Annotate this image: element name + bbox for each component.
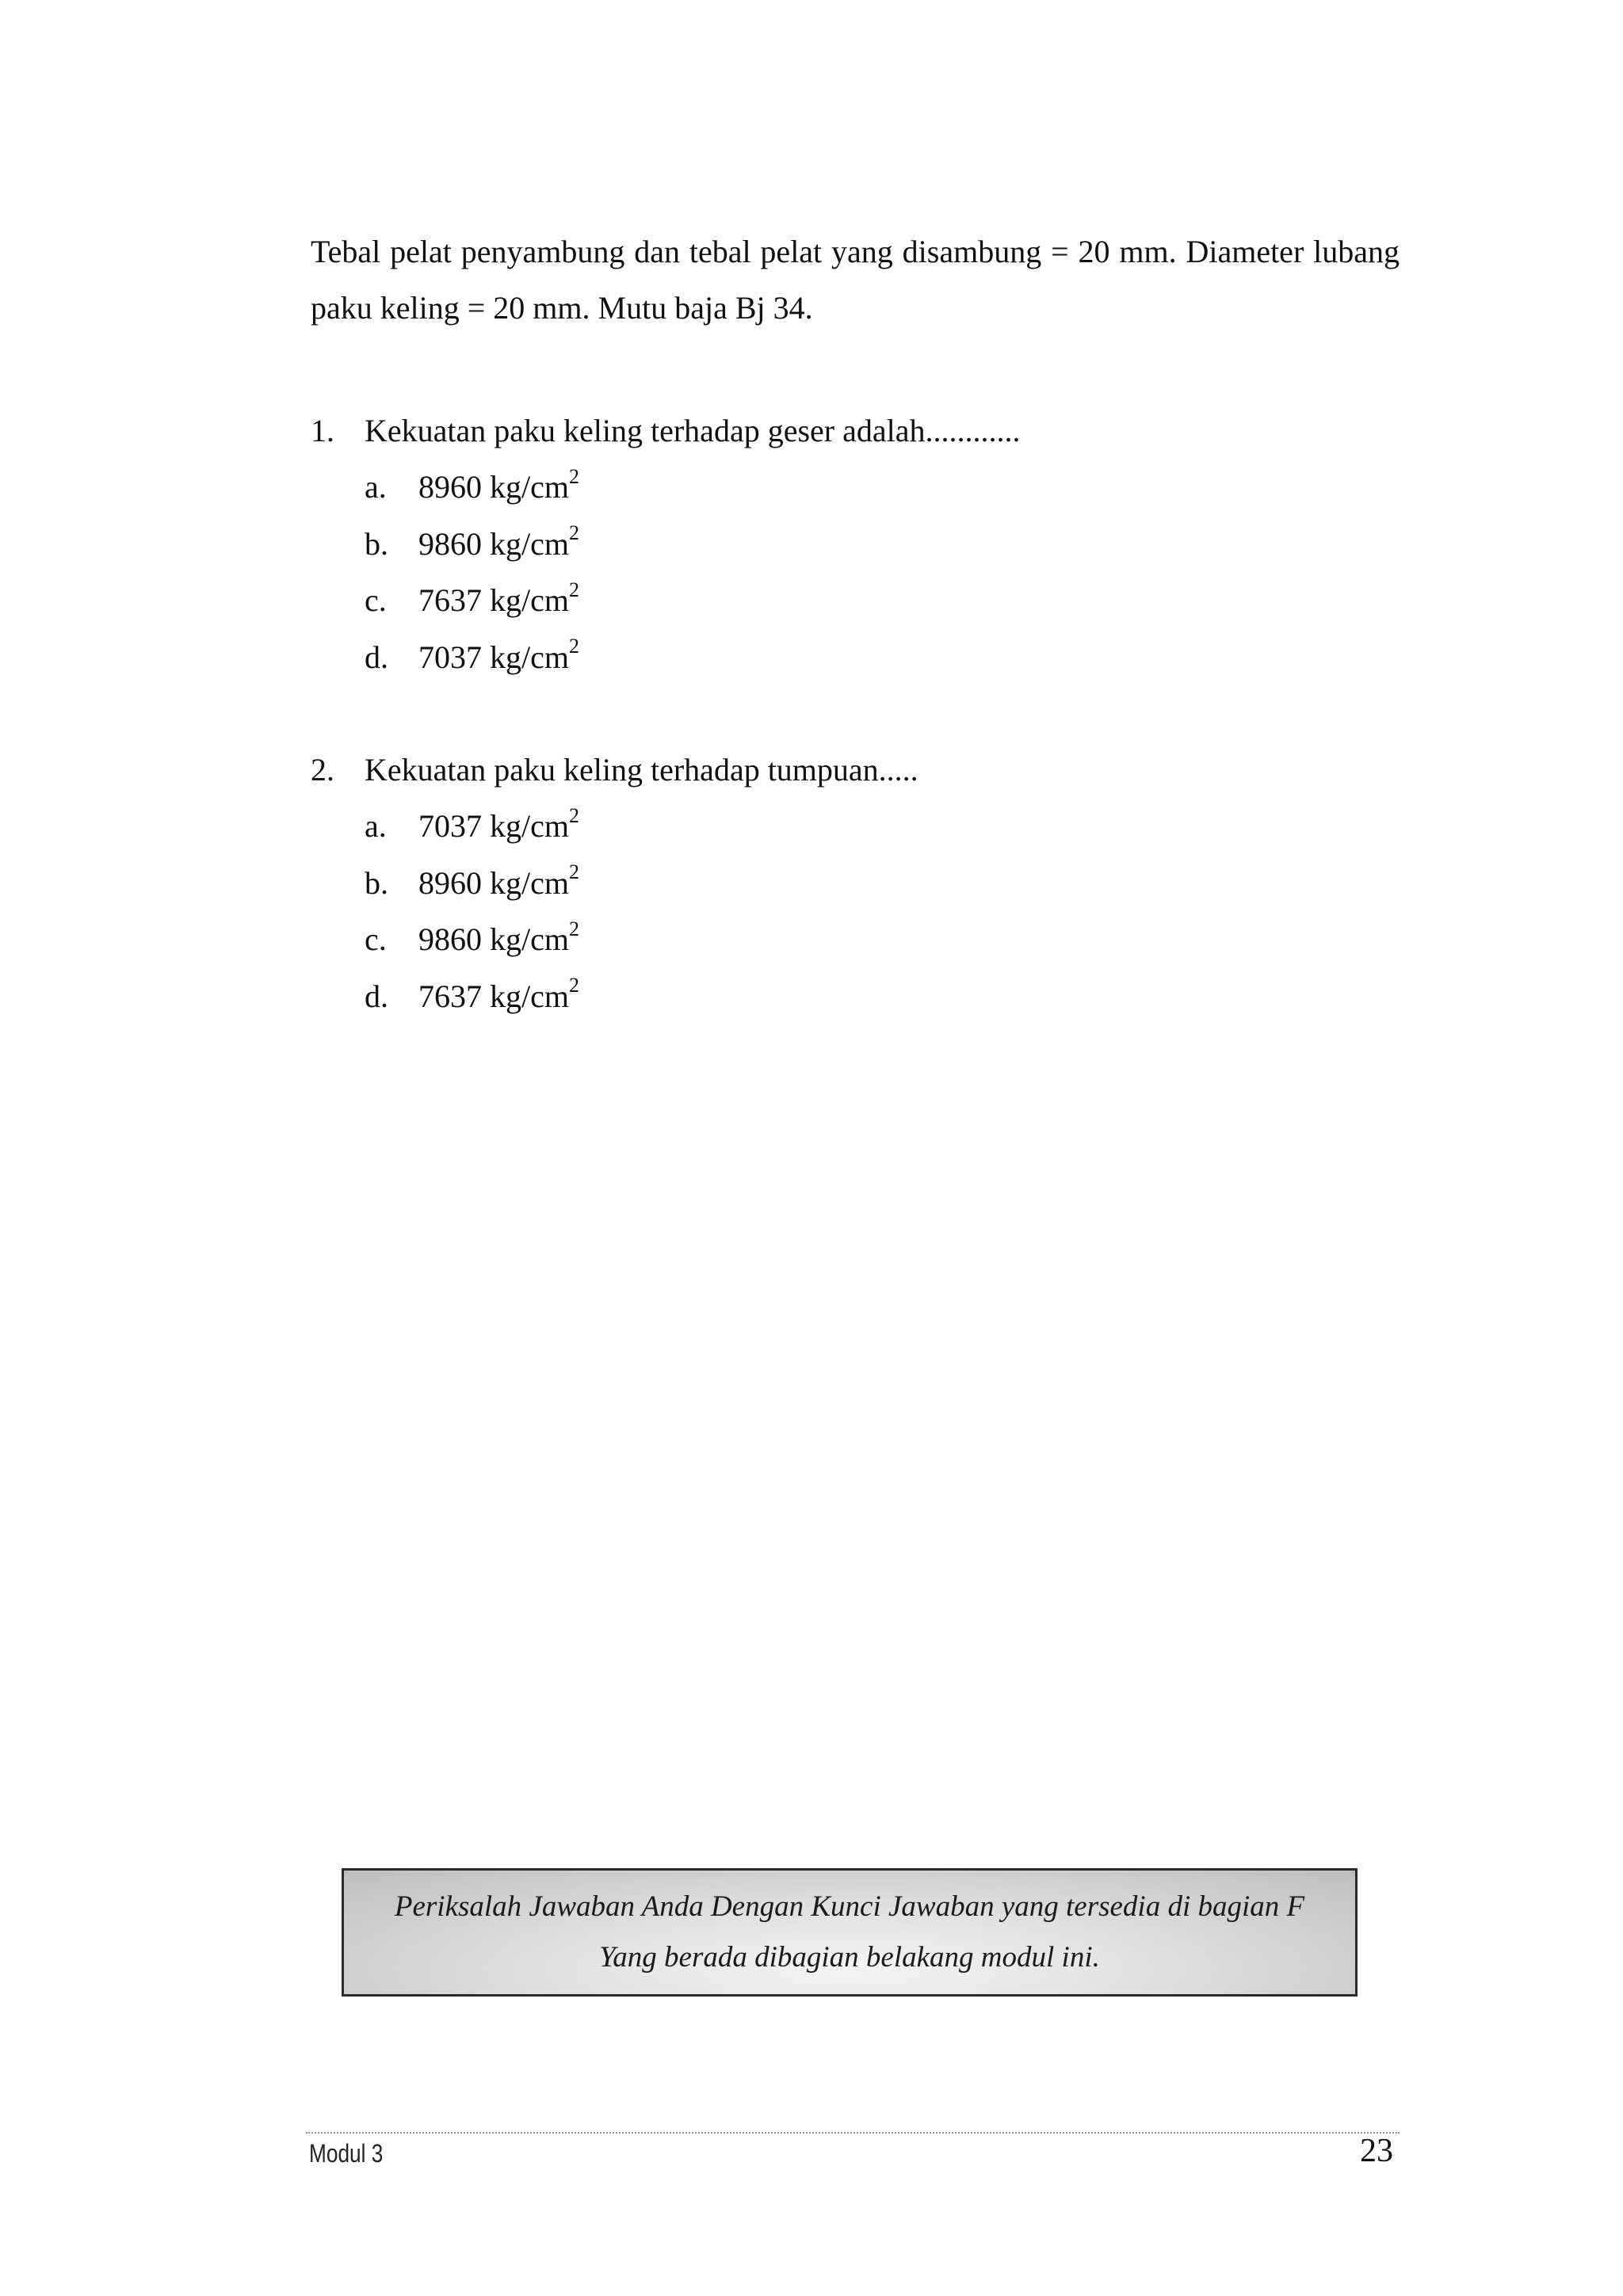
question-number: 1.	[311, 413, 334, 448]
option-value: 7637 $kg/cm^2$	[418, 578, 579, 618]
option-value: 7637 $kg/cm^2$	[418, 974, 579, 1014]
option-value: 7037 $kg/cm^2$	[418, 635, 579, 675]
option-letter: a.	[365, 469, 387, 505]
option-value: 9860 $kg/cm^2$	[418, 521, 579, 562]
option-letter: d.	[365, 639, 388, 675]
option-value: 8960 $kg/cm^2$	[418, 860, 579, 901]
answer-key-notice	[342, 1868, 1358, 1997]
option-letter: c.	[365, 582, 387, 618]
option-letter: b.	[365, 525, 388, 562]
option-letter: d.	[365, 978, 388, 1014]
page-number: 23	[1360, 2133, 1393, 2169]
question-1	[311, 402, 1400, 685]
option-2c	[311, 911, 1400, 968]
option-2a	[311, 798, 1400, 855]
option-value: 9860 $kg/cm^2$	[418, 917, 579, 957]
question-2	[311, 742, 1400, 1024]
footer-module-label: Modul 3	[309, 2139, 384, 2168]
question-2-stem	[311, 742, 1400, 798]
option-2d	[311, 968, 1400, 1025]
question-text: Kekuatan paku keling terhadap geser adalah............	[365, 413, 1021, 448]
option-1d	[311, 629, 1400, 686]
notice-line-2: Yang berada dibagian belakang modul ini.	[599, 1941, 1100, 1974]
question-text: Kekuatan paku keling terhadap tumpuan.....	[365, 752, 918, 788]
option-letter: a.	[365, 808, 387, 844]
notice-line-1: Periksalah Jawaban Anda Dengan Kunci Jawaban yang tersedia di bagian F	[394, 1890, 1305, 1923]
option-2b	[311, 855, 1400, 912]
option-1c	[311, 572, 1400, 629]
question-1-stem	[311, 402, 1400, 459]
option-1a	[311, 459, 1400, 516]
option-letter: b.	[365, 864, 388, 901]
option-value: 8960 $kg/cm^2$	[418, 464, 579, 505]
option-1b	[311, 516, 1400, 573]
question-number: 2.	[311, 752, 334, 788]
intro-paragraph: Tebal pelat penyambung dan tebal pelat yang disambung = 20 mm. Diameter lubang paku keling = 20 mm. Mutu baja Bj 34.	[311, 234, 1400, 326]
option-letter: c.	[365, 921, 387, 957]
footer-divider	[306, 2132, 1400, 2134]
option-value: 7037 $kg/cm^2$	[418, 803, 579, 844]
